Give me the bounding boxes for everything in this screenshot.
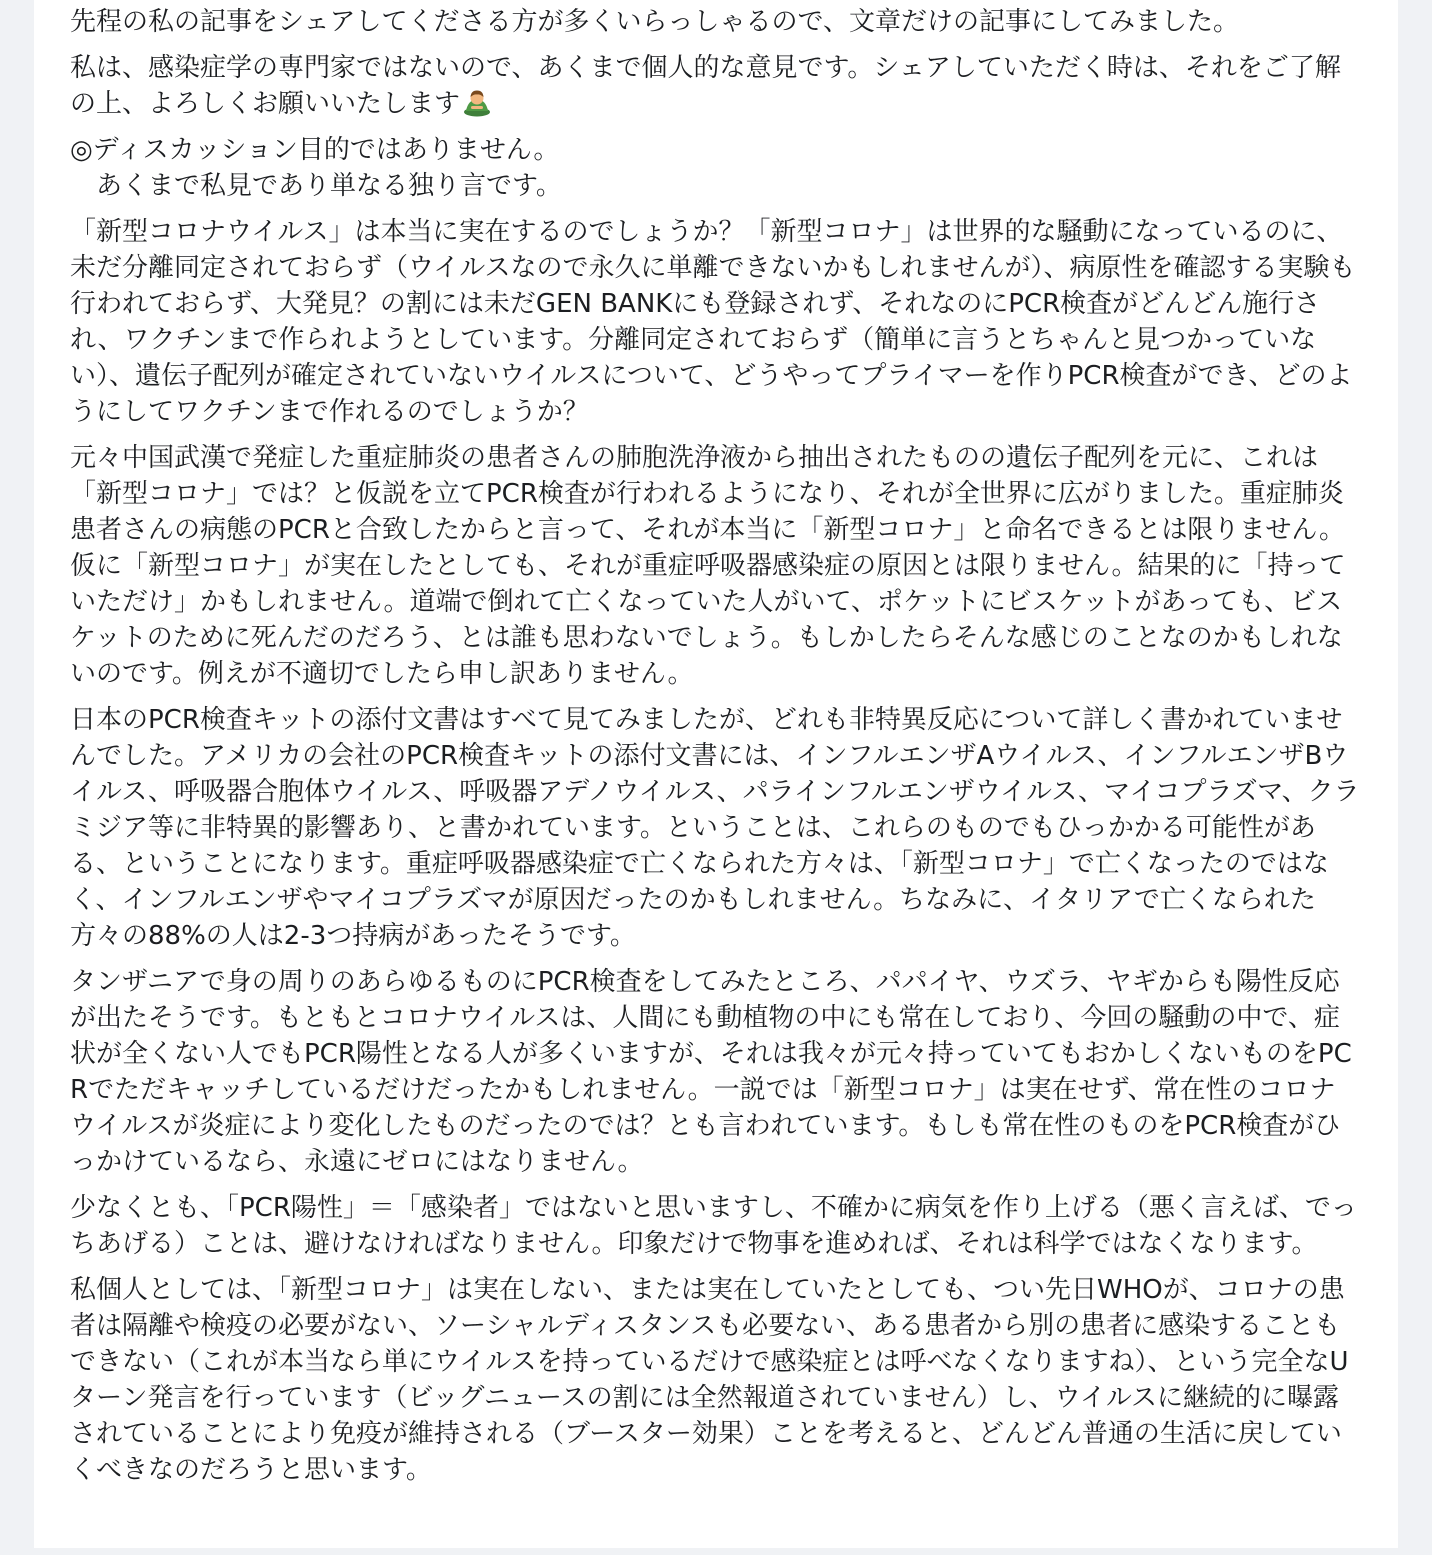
paragraph-4: 「新型コロナウイルス」は本当に実在するのでしょうか？「新型コロナ」は世界的な騒動になっているのに、未だ分離同定されておらず（ウイルスなので永久に単離できないかもしれませんが）、病原性を確認する実験も行われておらず、大発見？の割には未だGEN BANKにも登録されず、それなのにPCR検査がどんどん施行され、ワクチンまで作られようとしています。分離同定されておらず（簡単に言うとちゃんと見つかっていない）、遺伝子配列が確定されていないウイルスについて、どうやってプライマーを作りPCR検査ができ、どのようにしてワクチンまで作れるのでしょうか？: [70, 217, 1356, 427]
paragraph-9: 私個人としては、「新型コロナ」は実在しない、または実在していたとしても、つい先日WHOが、コロナの患者は隔離や検疫の必要がない、ソーシャルディスタンスも必要ない、ある患者から別の患者に感染することもできない（これが本当なら単にウイルスを持っているだけで感染症とは呼べなくなりますね）、という完全なUターン発言を行っています（ビッグニュースの割には全然報道されていません）し、ウイルスに継続的に曝露されていることにより免疫が維持される（ブースター効果）ことを考えると、どんどん普通の生活に戻していくべきなのだろうと思います。: [70, 1275, 1349, 1485]
paragraph-5: 元々中国武漢で発症した重症肺炎の患者さんの肺胞洗浄液から抽出されたものの遺伝子配列を元に、これは「新型コロナ」では？と仮説を立てPCR検査が行われるようになり、それが全世界に広がりました。重症肺炎患者さんの病態のPCRと合致したからと言って、それが本当に「新型コロナ」と命名できるとは限りません。仮に「新型コロナ」が実在したとしても、それが重症呼吸器感染症の原因とは限りません。結果的に「持っていただけ」かもしれません。道端で倒れて亡くなっていた人がいて、ポケットにビスケットがあっても、ビスケットのために死んだのだろう、とは誰も思わないでしょう。もしかしたらそんな感じのことなのかもしれないのです。例えが不適切でしたら申し訳ありません。: [70, 443, 1346, 689]
paragraph-2-text: 私は、感染症学の専門家ではないので、あくまで個人的な意見です。シェアしていただく時は、それをご了解の上、よろしくお願いいたします: [70, 53, 1341, 119]
paragraph-8: 少なくとも、「PCR陽性」＝「感染者」ではないと思いますし、不確かに病気を作り上げる（悪く言えば、でっちあげる）ことは、避けなければなりません。印象だけで物事を進めれば、それは科学ではなくなります。: [70, 1193, 1357, 1259]
paragraph-3: ◎ディスカッション目的ではありません。 あくまで私見であり単なる独り言です。: [70, 135, 562, 201]
paragraph-6: 日本のPCR検査キットの添付文書はすべて見てみましたが、どれも非特異反応について詳しく書かれていませんでした。アメリカの会社のPCR検査キットの添付文書には、インフルエンザAウイルス、インフルエンザBウイルス、呼吸器合胞体ウイルス、呼吸器アデノウイルス、パラインフルエンザウイルス、マイコプラズマ、クラミジア等に非特異的影響あり、と書かれています。ということは、これらのものでもひっかかる可能性がある、ということになります。重症呼吸器感染症で亡くなられた方々は、「新型コロナ」で亡くなったのではなく、インフルエンザやマイコプラズマが原因だったのかもしれません。ちなみに、イタリアで亡くなられた方々の88%の人は2-3つ持病があったそうです。: [70, 705, 1360, 951]
post-card: [34, 0, 1398, 1548]
post-body: [70, 4, 1360, 1488]
paragraph-1: 先程の私の記事をシェアしてくださる方が多くいらっしゃるので、文章だけの記事にしてみました。: [70, 7, 1239, 37]
person-bowing-icon: [462, 87, 492, 117]
paragraph-7: タンザニアで身の周りのあらゆるものにPCR検査をしてみたところ、パパイヤ、ウズラ、ヤギからも陽性反応が出たそうです。もともとコロナウイルスは、人間にも動植物の中にも常在しており、今回の騒動の中で、症状が全くない人でもPCR陽性となる人が多くいますが、それは我々が元々持っていてもおかしくないものをPCRでただキャッチしているだけだったかもしれません。一説では「新型コロナ」は実在せず、常在性のコロナウイルスが炎症により変化したものだったのでは？とも言われています。もしも常在性のものをPCR検査がひっかけているなら、永遠にゼロにはなりません。: [70, 967, 1352, 1177]
paragraph-2: [70, 50, 1360, 122]
